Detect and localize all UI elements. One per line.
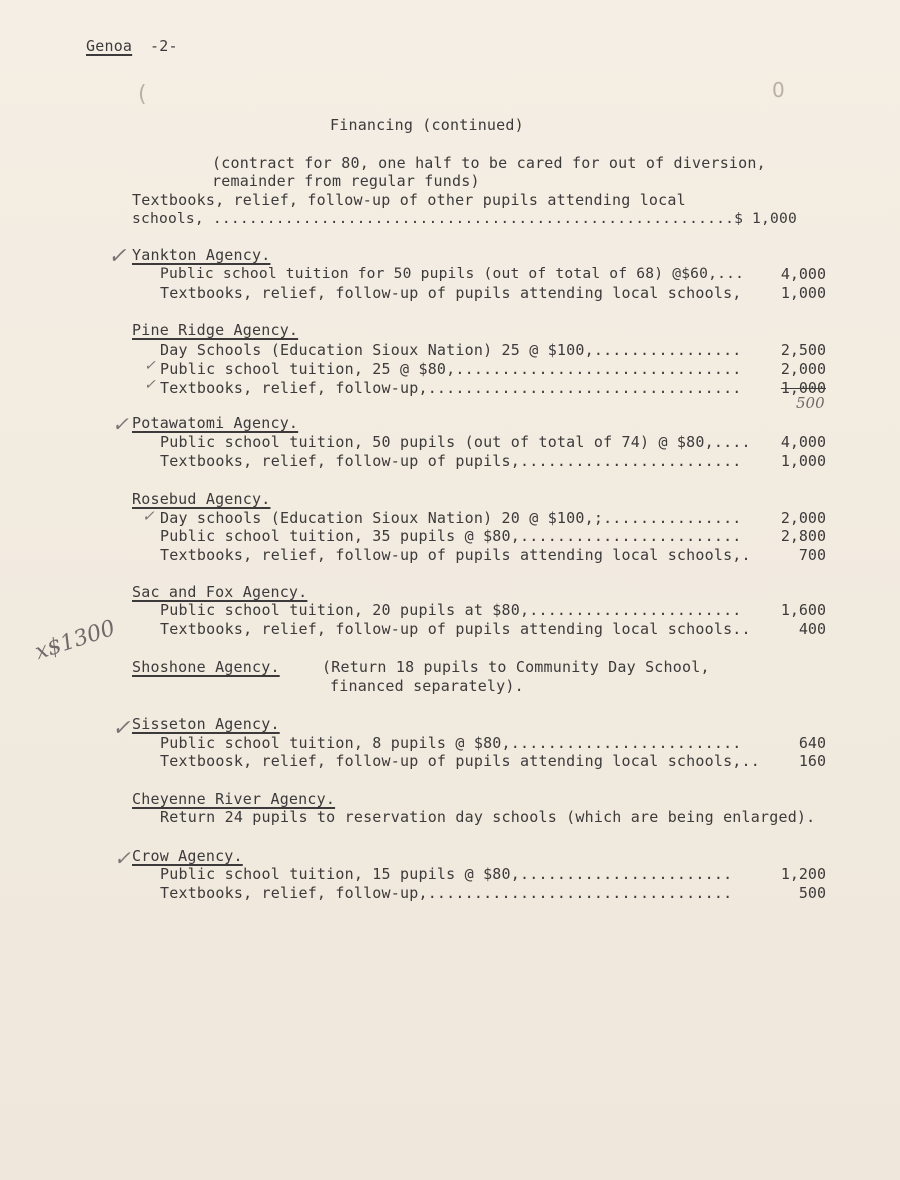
check-mark-icon: ✓	[108, 244, 127, 269]
pine-ridge-line-2: Public school tuition, 25 @ $80,...............................	[160, 360, 742, 378]
check-mark-icon: ✓	[144, 358, 156, 374]
check-mark-icon: ✓	[114, 846, 131, 870]
punch-mark-right: 0	[772, 78, 785, 102]
check-mark-icon: ✓	[144, 377, 156, 393]
header-label: Genoa	[86, 37, 133, 55]
pine-ridge-amount-1: 2,500	[780, 341, 826, 359]
crow-amount-2: 500	[798, 884, 826, 902]
pine-ridge-amount-2: 2,000	[780, 360, 826, 378]
agency-heading-potawatomi: Potawatomi Agency.	[132, 414, 299, 432]
intro-line-3: Textbooks, relief, follow-up of other pupils attending local	[132, 191, 686, 209]
check-mark-icon: ✓	[142, 507, 155, 525]
rosebud-amount-3: 700	[798, 546, 826, 564]
handwritten-correction: 500	[796, 394, 825, 412]
shoshone-line-1: (Return 18 pupils to Community Day School,	[322, 658, 710, 676]
agency-heading-yankton: Yankton Agency.	[132, 246, 271, 264]
sac-fox-amount-1: 1,600	[780, 601, 826, 619]
intro-line-2: remainder from regular funds)	[212, 172, 480, 190]
section-title: Financing (continued)	[330, 116, 524, 134]
pine-ridge-amount-3: 1,000	[780, 379, 826, 397]
sisseton-amount-1: 640	[798, 734, 826, 752]
potawatomi-line-2: Textbooks, relief, follow-up of pupils,........................	[160, 452, 742, 470]
yankton-line-1: Public school tuition for 50 pupils (out of total of 68) @$60,...	[160, 265, 745, 282]
page-number: -2-	[150, 37, 178, 55]
pine-ridge-line-3: Textbooks, relief, follow-up,..................................	[160, 379, 742, 397]
yankton-amount-1: 4,000	[780, 265, 826, 283]
potawatomi-line-1: Public school tuition, 50 pupils (out of total of 74) @ $80,....	[160, 433, 751, 451]
agency-heading-pine-ridge: Pine Ridge Agency.	[132, 321, 299, 339]
sac-fox-line-2: Textbooks, relief, follow-up of pupils attending local schools..	[160, 620, 751, 638]
rosebud-amount-2: 2,800	[780, 527, 826, 545]
rosebud-amount-1: 2,000	[780, 509, 826, 527]
handwritten-margin-note: x$1300	[32, 615, 119, 666]
agency-heading-sac-and-fox: Sac and Fox Agency.	[132, 583, 308, 601]
rosebud-line-3: Textbooks, relief, follow-up of pupils attending local schools,.	[160, 546, 751, 564]
pine-ridge-line-1: Day Schools (Education Sioux Nation) 25 @ $100,................	[160, 341, 742, 359]
sisseton-amount-2: 160	[798, 752, 826, 770]
check-mark-icon: ✓	[112, 412, 129, 436]
agency-heading-shoshone: Shoshone Agency.	[132, 658, 280, 676]
yankton-line-2: Textbooks, relief, follow-up of pupils attending local schools,	[160, 284, 742, 302]
punch-mark-left: (	[138, 82, 147, 107]
cheyenne-river-line-1: Return 24 pupils to reservation day schools (which are being enlarged).	[160, 808, 816, 826]
crow-amount-1: 1,200	[780, 865, 826, 883]
intro-line-1: (contract for 80, one half to be cared for out of diversion,	[212, 154, 766, 172]
rosebud-line-2: Public school tuition, 35 pupils @ $80,........................	[160, 527, 742, 545]
agency-heading-rosebud: Rosebud Agency.	[132, 490, 271, 508]
potawatomi-amount-2: 1,000	[780, 452, 826, 470]
sisseton-line-2: Textboosk, relief, follow-up of pupils attending local schools,..	[160, 752, 760, 770]
yankton-amount-2: 1,000	[780, 284, 826, 302]
crow-line-2: Textbooks, relief, follow-up,.................................	[160, 884, 733, 902]
shoshone-line-2: financed separately).	[330, 677, 524, 695]
check-mark-icon: ✓	[112, 716, 131, 741]
agency-heading-crow: Crow Agency.	[132, 847, 243, 865]
agency-heading-cheyenne-river: Cheyenne River Agency.	[132, 790, 336, 808]
rosebud-line-1: Day schools (Education Sioux Nation) 20 @ $100,;...............	[160, 509, 742, 527]
agency-heading-sisseton: Sisseton Agency.	[132, 715, 280, 733]
sisseton-line-1: Public school tuition, 8 pupils @ $80,.........................	[160, 734, 742, 752]
sac-fox-amount-2: 400	[798, 620, 826, 638]
intro-line-4: schools, ..........................................................$ 1,000	[132, 210, 797, 227]
potawatomi-amount-1: 4,000	[780, 433, 826, 451]
sac-fox-line-1: Public school tuition, 20 pupils at $80,.......................	[160, 601, 742, 619]
crow-line-1: Public school tuition, 15 pupils @ $80,.......................	[160, 865, 733, 883]
